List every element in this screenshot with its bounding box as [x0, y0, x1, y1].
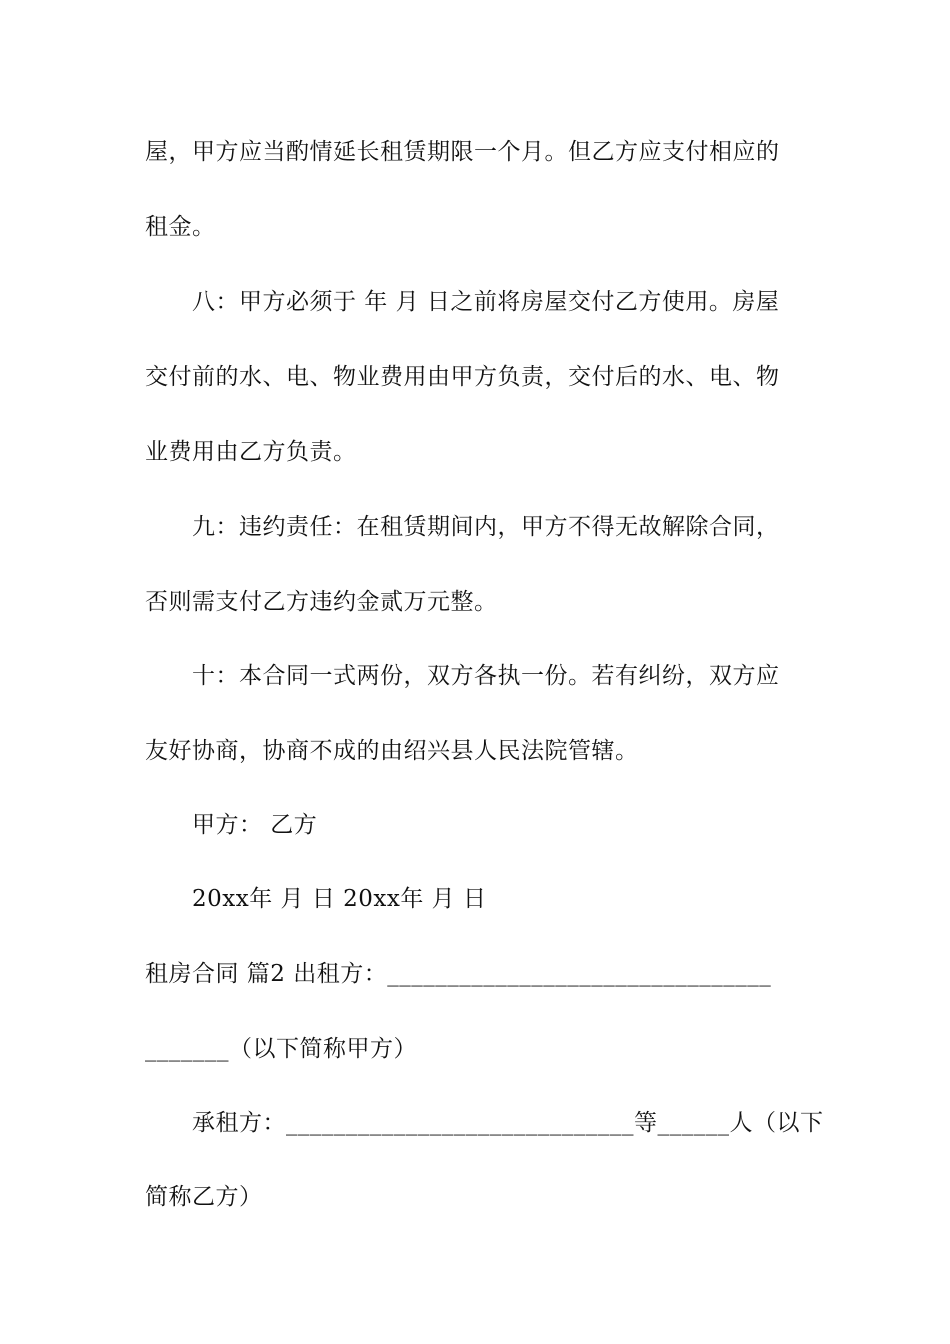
clause-eight-line: 八：甲方必须于 年 月 日之前将房屋交付乙方使用。房屋: [192, 289, 780, 315]
signature-parties-line: 甲方： 乙方: [192, 812, 318, 838]
paragraph-line: 租金。: [145, 214, 216, 240]
paragraph-line: 屋，甲方应当酌情延长租赁期限一个月。但乙方应支付相应的: [145, 139, 780, 165]
contract-two-heading-line: 租房合同 篇2 出租方：________________________________: [145, 961, 772, 987]
paragraph-line: 简称乙方）: [145, 1184, 263, 1210]
lessee-line: 承租方：_____________________________等______人（以下: [192, 1110, 824, 1136]
paragraph-line: 友好协商，协商不成的由绍兴县人民法院管辖。: [145, 738, 639, 764]
signature-date-line: 20xx年 月 日 20xx年 月 日: [192, 886, 487, 912]
paragraph-line: _______（以下简称甲方）: [145, 1036, 417, 1062]
paragraph-line: 交付前的水、电、物业费用由甲方负责，交付后的水、电、物: [145, 364, 780, 390]
paragraph-line: 业费用由乙方负责。: [145, 439, 357, 465]
clause-ten-line: 十：本合同一式两份，双方各执一份。若有纠纷，双方应: [192, 663, 780, 689]
paragraph-line: 否则需支付乙方违约金贰万元整。: [145, 589, 498, 615]
clause-nine-line: 九：违约责任：在租赁期间内，甲方不得无故解除合同，: [192, 514, 780, 540]
